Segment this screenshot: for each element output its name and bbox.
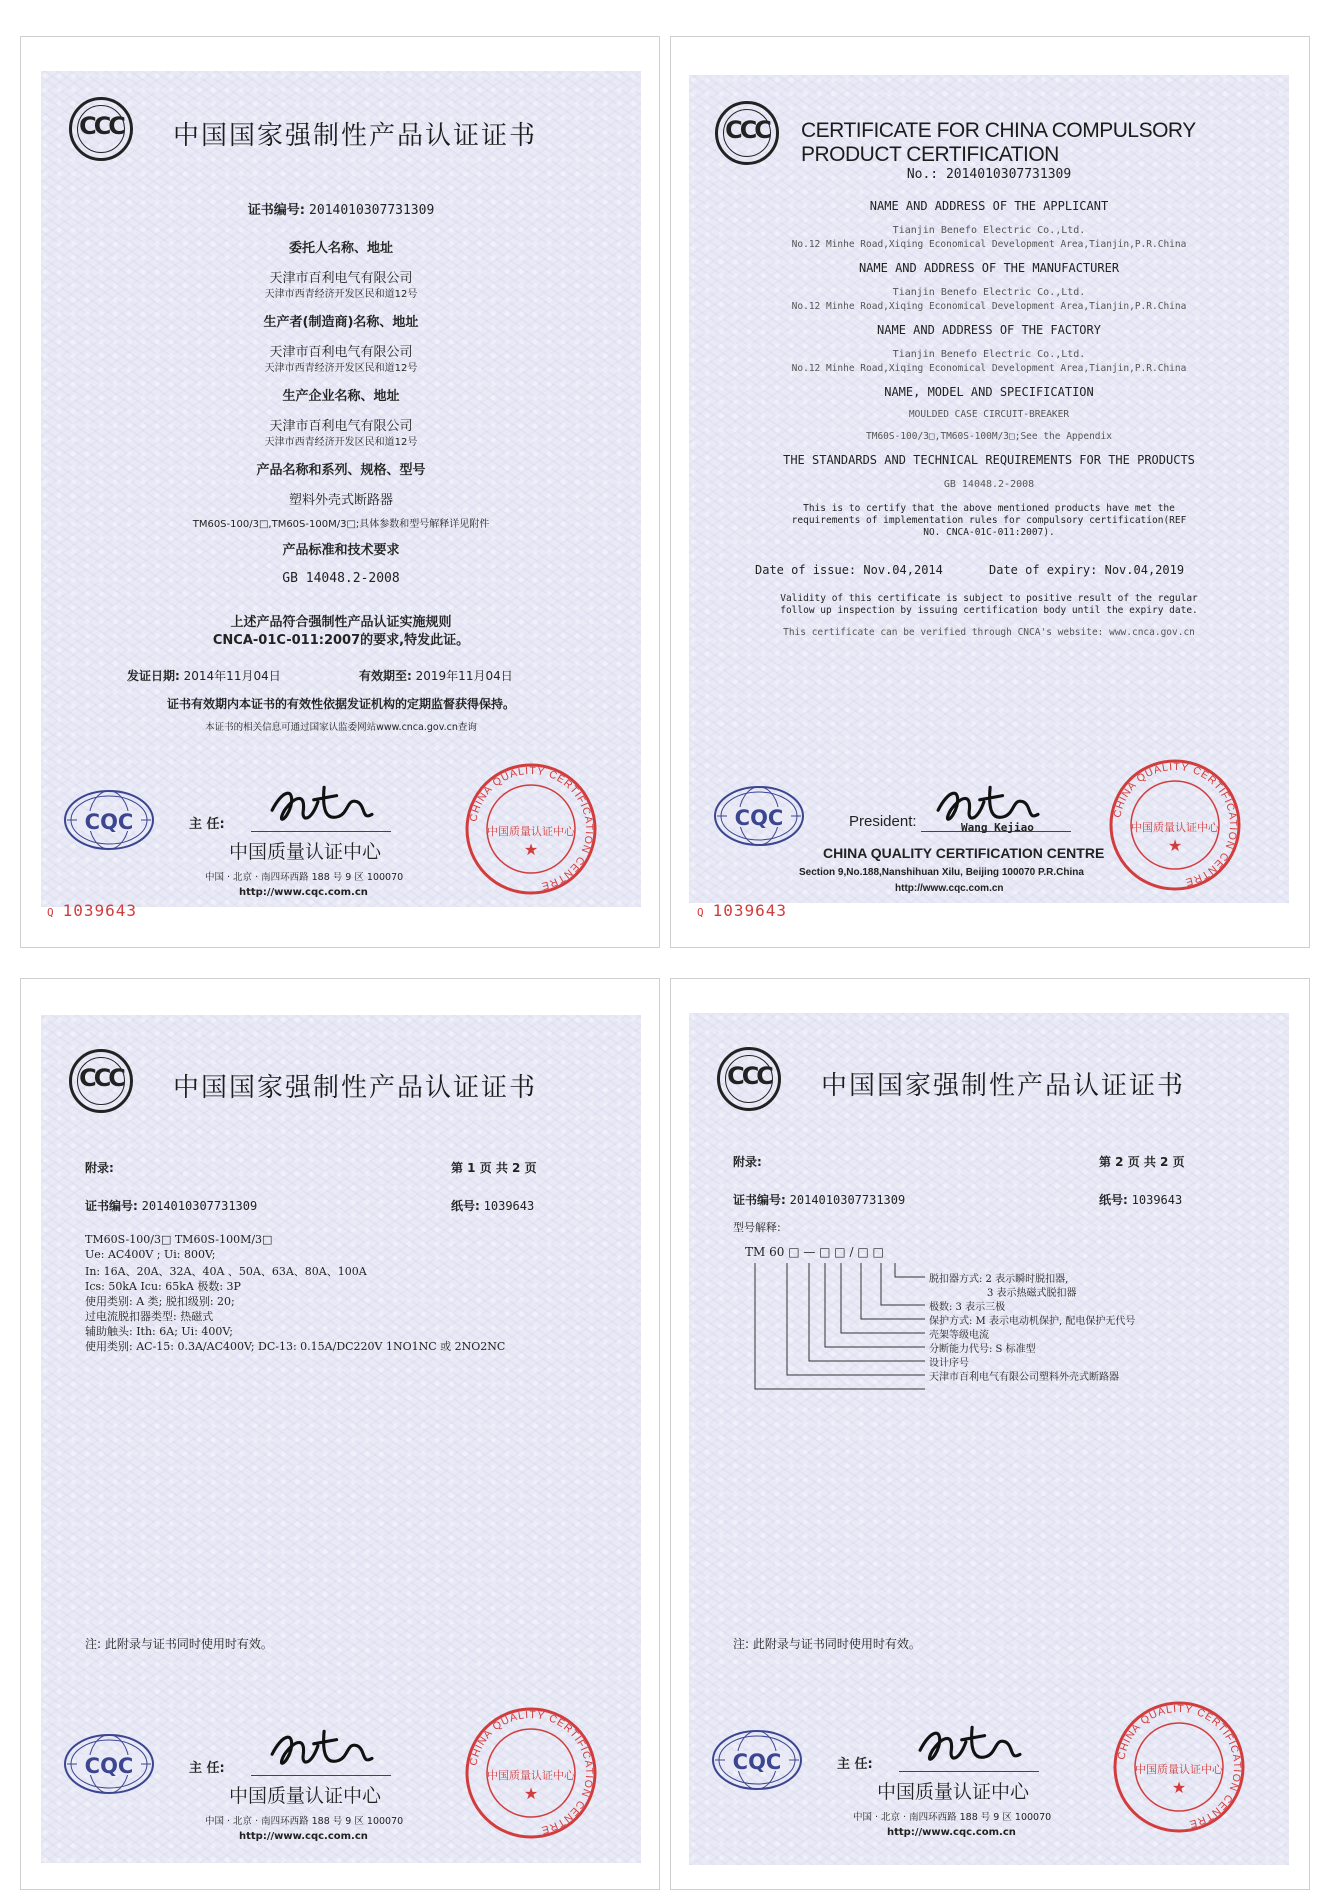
serial-number (697, 901, 787, 920)
issue-date-line (127, 667, 281, 684)
cert-no-label: 证书编号: (733, 1193, 786, 1207)
cert-no-line (41, 199, 641, 218)
paper-no-value: 1039643 (483, 1199, 535, 1213)
expiry-date-label: 有效期至: (359, 669, 412, 683)
issue-date-label: Date of issue: (755, 563, 857, 577)
standard-label: 产品标准和技术要求 (282, 543, 400, 558)
manufacturer-label: NAME AND ADDRESS OF THE MANUFACTURER (858, 261, 1120, 275)
applicant-label: NAME AND ADDRESS OF THE APPLICANT (869, 199, 1109, 213)
expiry-date-value: Nov.04,2019 (1104, 563, 1185, 577)
issue-date-value: Nov.04,2014 (863, 563, 943, 577)
cqc-logo-text: CQC (84, 810, 134, 834)
statement-line-2: CNCA-01C-011:2007的要求,特发此证。 (212, 633, 470, 648)
signature-icon (261, 779, 381, 831)
seal-outer-text: CHINA QUALITY CERTIFICATION CENTRE (1111, 760, 1240, 889)
cqc-logo-icon (63, 1733, 155, 1795)
applicant-name: Tianjin Benefo Electric Co.,Ltd. (892, 225, 1086, 236)
issue-date-value: 2014年11月04日 (183, 669, 281, 683)
decoder-item: 脱扣器方式: 2 表示瞬时脱扣器, (929, 1274, 1069, 1285)
appendix-title: 中国国家强制性产品认证证书 (821, 1071, 1186, 1101)
certificate-en-sheet (689, 75, 1289, 903)
org-url: http://www.cqc.com.cn (895, 883, 1004, 894)
org-url: http://www.cqc.com.cn (887, 1827, 1016, 1838)
issue-date-label: 发证日期: (127, 669, 180, 683)
page-indicator: 第 1 页 共 2 页 (451, 1161, 537, 1175)
model-code: TM 60 □ — □ □ / □ □ (745, 1245, 884, 1259)
serial-number (47, 901, 137, 920)
signature-line (899, 1771, 1039, 1772)
signature-line (251, 1775, 391, 1776)
decoder-item: 极数: 3 表示三极 (929, 1302, 1006, 1313)
ccc-mark-icon (715, 101, 779, 165)
org-url: http://www.cqc.com.cn (239, 1831, 368, 1842)
paper-no-label: 纸号: (1099, 1193, 1128, 1207)
signature-icon (261, 1723, 381, 1775)
spec-line: 使用类别: A 类; 脱扣级别: 20; (85, 1295, 235, 1308)
certificate-title-en: CERTIFICATE FOR CHINA COMPULSORY PRODUCT CERTIFICATION (801, 119, 1196, 166)
certificate-title: 中国国家强制性产品认证证书 (173, 121, 538, 151)
seal-inner-text: 中国质量认证中心 (487, 1769, 575, 1782)
verify-statement: This certificate can be verified through CNCA's website: www.cnca.gov.cn (783, 627, 1195, 638)
paper-no-line (451, 1197, 534, 1214)
manufacturer-name: Tianjin Benefo Electric Co.,Ltd. (892, 287, 1086, 298)
factory-name: Tianjin Benefo Electric Co.,Ltd. (892, 349, 1086, 360)
certification-seal-icon (461, 1703, 601, 1843)
factory-label: NAME AND ADDRESS OF THE FACTORY (877, 323, 1101, 337)
product-model: TM60S-100/3□,TM60S-100M/3□;See the Appendix (866, 431, 1112, 442)
factory-address: 天津市西青经济开发区民和道12号 (264, 437, 418, 448)
standard-value: GB 14048.2-2008 (282, 571, 400, 586)
expiry-date-line (359, 667, 513, 684)
cert-no-label: 证书编号: (247, 203, 305, 218)
ccc-mark-icon (69, 97, 133, 161)
seal-outer-text: CHINA QUALITY CERTIFICATION CENTRE (467, 764, 596, 893)
spec-line: TM60S-100/3□ TM60S-100M/3□ (85, 1233, 273, 1246)
appendix-1-frame (20, 978, 660, 1890)
decoder-item: 分断能力代号: S 标准型 (929, 1344, 1036, 1355)
serial-prefix: Q (697, 906, 705, 919)
spec-line: 过电流脱扣器类型: 热磁式 (85, 1310, 214, 1323)
factory-address: No.12 Minhe Road,Xiqing Economical Development Area,Tianjin,P.R.China (791, 363, 1187, 374)
product-label: NAME, MODEL AND SPECIFICATION (884, 385, 1094, 399)
validity-line-1: Validity of this certificate is subject to positive result of the regular (780, 593, 1198, 604)
director-label: 主 任: (189, 817, 225, 832)
serial-value: 1039643 (62, 901, 138, 920)
cert-no-value: 2014010307731309 (945, 167, 1072, 182)
certification-seal-icon (1105, 755, 1245, 895)
page-indicator: 第 2 页 共 2 页 (1099, 1155, 1185, 1169)
president-name: Wang Kejiao (961, 821, 1034, 834)
product-label: 产品名称和系列、规格、型号 (256, 463, 426, 478)
signature-line (251, 831, 391, 832)
appendix-2-frame (670, 978, 1310, 1890)
spec-line: 辅助触头: Ith: 6A; Ui: 400V; (85, 1325, 233, 1338)
standard-label: THE STANDARDS AND TECHNICAL REQUIREMENTS FOR THE PRODUCTS (783, 453, 1195, 467)
serial-prefix: Q (47, 906, 55, 919)
paper-no-value: 1039643 (1131, 1193, 1183, 1207)
applicant-address: 天津市西青经济开发区民和道12号 (264, 289, 418, 300)
product-model: TM60S-100/3□,TM60S-100M/3□;具体参数和型号解释详见附件 (192, 519, 490, 530)
cert-no-line (733, 1191, 905, 1208)
appendix-2-sheet (689, 1013, 1289, 1865)
certification-seal-icon (461, 759, 601, 899)
decoder-item: 天津市百利电气有限公司塑料外壳式断路器 (929, 1372, 1119, 1383)
cert-no-label: No.: (906, 167, 939, 182)
serial-value: 1039643 (712, 901, 788, 920)
svg-text:★: ★ (1167, 836, 1183, 855)
seal-outer-text: CHINA QUALITY CERTIFICATION CENTRE (467, 1708, 596, 1837)
appendix-1-sheet (41, 1015, 641, 1863)
cqc-logo-text: CQC (732, 1750, 782, 1774)
org-name: CHINA QUALITY CERTIFICATION CENTRE (823, 845, 1105, 861)
expiry-date-line (989, 563, 1184, 577)
ccc-mark-text: CCC (79, 1064, 123, 1092)
org-name: 中国质量认证中心 (229, 1785, 382, 1807)
cqc-logo-text: CQC (734, 806, 784, 830)
signature-icon (909, 1719, 1029, 1771)
expiry-date-label: Date of expiry: (989, 563, 1098, 577)
standard-value: GB 14048.2-2008 (943, 479, 1035, 490)
decoder-item: 保护方式: M 表示电动机保护, 配电保护无代号 (929, 1316, 1136, 1327)
manufacturer-label: 生产者(制造商)名称、地址 (263, 315, 419, 330)
statement-line-1: This is to certify that the above mentioned products have met the (803, 503, 1175, 514)
org-address: 中国 · 北京 · 南四环西路 188 号 9 区 100070 (205, 872, 404, 883)
cert-no-value: 2014010307731309 (141, 1199, 258, 1213)
director-label: 主 任: (837, 1757, 873, 1772)
cert-no-value: 2014010307731309 (309, 203, 435, 218)
certificate-cn-sheet (41, 71, 641, 907)
product-name: 塑料外壳式断路器 (288, 493, 393, 508)
decoder-item: 设计序号 (929, 1358, 969, 1369)
manufacturer-address: No.12 Minhe Road,Xiqing Economical Development Area,Tianjin,P.R.China (791, 301, 1187, 312)
product-name: MOULDED CASE CIRCUIT-BREAKER (908, 409, 1070, 420)
svg-text:★: ★ (1171, 1778, 1187, 1797)
cqc-logo-icon (711, 1729, 803, 1791)
seal-inner-text: 中国质量认证中心 (487, 825, 575, 838)
cqc-logo-icon (63, 789, 155, 851)
org-address: 中国 · 北京 · 南四环西路 188 号 9 区 100070 (853, 1812, 1052, 1823)
decoder-item: 3 表示热磁式脱扣器 (987, 1288, 1077, 1299)
spec-line: 使用类别: AC-15: 0.3A/AC400V; DC-13: 0.15A/DC220V 1NO1NC 或 2NO2NC (85, 1340, 506, 1353)
org-address: Section 9,No.188,Nanshihuan Xilu, Beijing 100070 P.R.China (799, 867, 1084, 878)
seal-inner-text: 中国质量认证中心 (1135, 1763, 1223, 1776)
certificate-cn-frame (20, 36, 660, 948)
model-explanation-label: 型号解释: (733, 1221, 781, 1234)
statement-line-1: 上述产品符合强制性产品认证实施规则 (230, 615, 452, 630)
cqc-logo-icon (713, 785, 805, 847)
factory-label: 生产企业名称、地址 (282, 389, 400, 404)
cert-no-label: 证书编号: (85, 1199, 138, 1213)
appendix-label: 附录: (85, 1161, 114, 1175)
ccc-mark-text: CCC (79, 112, 123, 140)
issue-date-line (755, 563, 943, 577)
seal-inner-text: 中国质量认证中心 (1131, 821, 1219, 834)
paper-no-label: 纸号: (451, 1199, 480, 1213)
applicant-label: 委托人名称、地址 (288, 241, 393, 256)
cert-no-line (85, 1197, 257, 1214)
org-address: 中国 · 北京 · 南四环西路 188 号 9 区 100070 (205, 1816, 404, 1827)
ccc-mark-text: CCC (725, 116, 769, 144)
applicant-name: 天津市百利电气有限公司 (269, 271, 413, 286)
appendix-title: 中国国家强制性产品认证证书 (173, 1073, 538, 1103)
manufacturer-name: 天津市百利电气有限公司 (269, 345, 413, 360)
appendix-label: 附录: (733, 1155, 762, 1169)
cqc-logo-text: CQC (84, 1754, 134, 1778)
org-url: http://www.cqc.com.cn (239, 887, 368, 898)
ccc-mark-icon (717, 1047, 781, 1111)
expiry-date-value: 2019年11月04日 (415, 669, 513, 683)
appendix-note: 注: 此附录与证书同时使用时有效。 (733, 1637, 921, 1651)
ccc-mark-icon (69, 1049, 133, 1113)
ccc-mark-text: CCC (727, 1062, 771, 1090)
spec-line: Ue: AC400V ; Ui: 800V; (85, 1248, 216, 1261)
seal-outer-text: CHINA QUALITY CERTIFICATION CENTRE (1115, 1702, 1244, 1831)
spec-line: In: 16A、20A、32A、40A 、50A、63A、80A、100A (85, 1265, 367, 1278)
validity-line-2: follow up inspection by issuing certification body until the expiry date. (780, 605, 1198, 616)
validity-statement: 证书有效期内本证书的有效性依据发证机构的定期监督获得保持。 (166, 697, 515, 711)
verify-statement: 本证书的相关信息可通过国家认监委网站www.cnca.gov.cn查询 (205, 722, 477, 733)
statement-line-3: NO. CNCA-01C-011:2007). (923, 527, 1055, 538)
svg-text:★: ★ (523, 840, 539, 859)
director-label: 主 任: (189, 1761, 225, 1776)
svg-text:★: ★ (523, 1784, 539, 1803)
statement-line-2: requirements of implementation rules for compulsory certification(REF (791, 515, 1187, 526)
paper-no-line (1099, 1191, 1182, 1208)
org-name: 中国质量认证中心 (877, 1781, 1030, 1803)
certification-seal-icon (1109, 1697, 1249, 1837)
factory-name: 天津市百利电气有限公司 (269, 419, 413, 434)
manufacturer-address: 天津市西青经济开发区民和道12号 (264, 363, 418, 374)
applicant-address: No.12 Minhe Road,Xiqing Economical Development Area,Tianjin,P.R.China (791, 239, 1187, 250)
spec-line: Ics: 50kA Icu: 65kA 极数: 3P (85, 1280, 241, 1293)
certificate-en-frame (670, 36, 1310, 948)
decoder-item: 壳架等级电流 (929, 1330, 989, 1341)
appendix-note: 注: 此附录与证书同时使用时有效。 (85, 1637, 273, 1651)
cert-no-value: 2014010307731309 (789, 1193, 906, 1207)
cert-no-line (689, 167, 1289, 182)
president-label: President: (849, 813, 917, 830)
org-name: 中国质量认证中心 (229, 841, 382, 863)
